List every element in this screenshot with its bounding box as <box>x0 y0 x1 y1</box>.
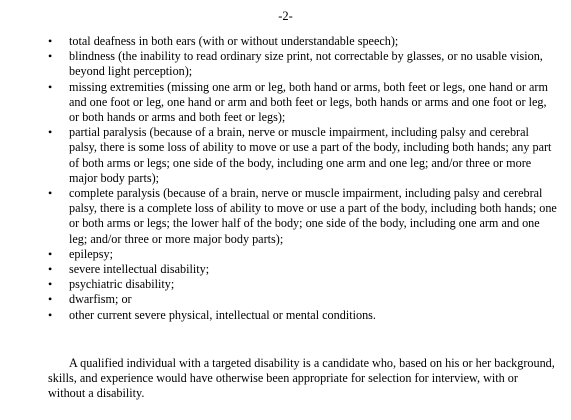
bullet-icon: • <box>48 34 53 48</box>
bullet-icon: • <box>48 292 53 307</box>
bullet-icon: • <box>48 262 53 277</box>
bullet-icon: • <box>48 49 53 64</box>
page-number: -2- <box>278 9 293 23</box>
bullet-text: dwarfism; or <box>69 292 132 307</box>
bullet-item-other-conditions <box>48 308 558 323</box>
bullet-icon: • <box>48 307 53 322</box>
bullet-icon: • <box>48 79 53 94</box>
bullet-item-dwarfism <box>48 292 558 307</box>
disability-bullet-list <box>48 34 558 323</box>
bullet-text: total deafness in both ears (with or without understandable speech); <box>69 34 399 48</box>
bullet-text: other current severe physical, intellectual or mental conditions. <box>69 307 376 322</box>
bullet-item-missing-extremities <box>48 80 558 126</box>
bullet-text: missing extremities (missing one arm or leg, both hand or arms, both feet or legs, one hand or arm and one foot or leg, one hand or arm and both feet or legs, both hands or arms and one foot or leg, or both hands or arms and both feet or legs); <box>69 79 548 125</box>
bullet-text: epilepsy; <box>69 246 114 261</box>
bullet-icon: • <box>48 125 53 140</box>
bullet-text: complete paralysis (because of a brain, nerve or muscle impairment, including palsy and cerebral palsy, there is a complete loss of ability to move or use a part of the body, including both hands; one or both arms or legs; the lower half of the body; one side of the body, including one arm and one leg; and/or three or more major body parts); <box>69 186 557 246</box>
bullet-item-partial-paralysis <box>48 125 558 186</box>
bullet-icon: • <box>48 186 53 201</box>
bullet-item-complete-paralysis <box>48 186 558 247</box>
bullet-item-blindness <box>48 49 558 79</box>
closing-paragraph: A qualified individual with a targeted disability is a candidate who, based on his or her background, skills, and experience would have otherwise been appropriate for selection for interview, with or without a disability. <box>48 356 555 401</box>
bullet-icon: • <box>48 277 53 292</box>
bullet-icon: • <box>48 246 53 261</box>
bullet-item-deafness <box>48 34 558 49</box>
bullet-item-psychiatric-disability <box>48 277 558 292</box>
bullet-text: blindness (the inability to read ordinary size print, not correctable by glasses, or no usable vision, beyond light perception); <box>69 49 543 79</box>
bullet-item-epilepsy <box>48 247 558 262</box>
bullet-text: psychiatric disability; <box>69 277 175 292</box>
bullet-text: severe intellectual disability; <box>69 262 210 277</box>
bullet-item-intellectual-disability <box>48 262 558 277</box>
bullet-text: partial paralysis (because of a brain, nerve or muscle impairment, including palsy and cerebral palsy, there is some loss of ability to move or use a part of the body, including both hands; any part of both arms or legs; one side of the body, including one arm and one leg; and/or three or more major body parts); <box>69 125 552 185</box>
